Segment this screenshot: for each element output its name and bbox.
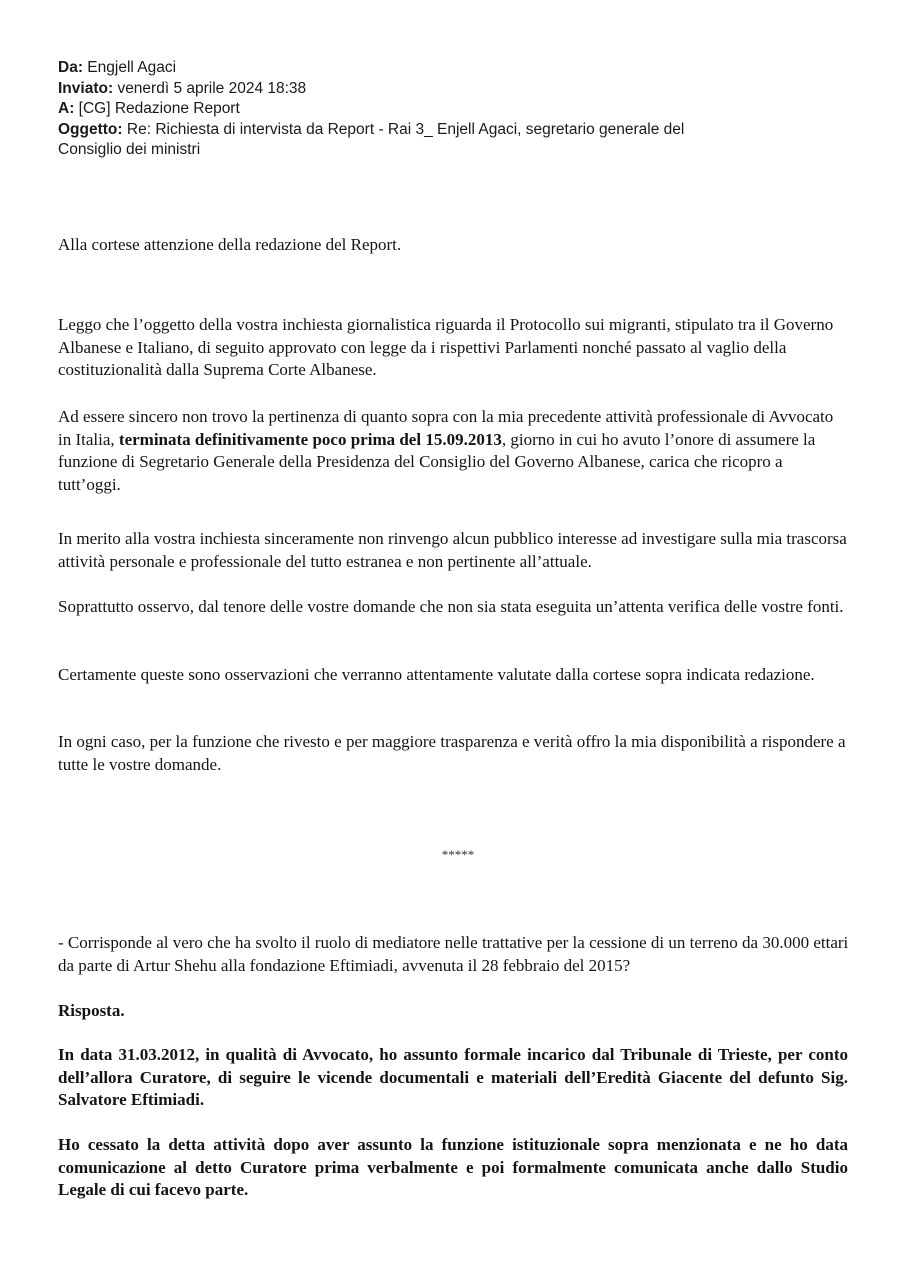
paragraph-public-interest: In merito alla vostra inchiesta sinceramente non rinvengo alcun pubblico interesse ad investigare sulla mia trascorsa attività personale e professionale del tutto estranea e non pertinente all’attuale. — [58, 529, 847, 571]
answer-paragraph-2: Ho cessato la detta attività dopo aver assunto la funzione istituzionale sopra menzionata e ne ho data comunicazione al detto Curatore prima verbalmente e poi formalmente comunicata anche dallo Studio Legale di cui facevo parte. — [58, 1135, 848, 1199]
paragraph-sources: Soprattutto osservo, dal tenore delle vostre domande che non sia stata eseguita un’attenta verifica delle vostre fonti. — [58, 597, 844, 616]
answer-label: Risposta. — [58, 1001, 125, 1020]
subject-value-line2: Consiglio dei ministri — [58, 141, 201, 158]
salutation: Alla cortese attenzione della redazione del Report. — [58, 235, 402, 254]
paragraph-protocol: Leggo che l’oggetto della vostra inchiesta giornalistica riguarda il Protocollo sui migranti, stipulato tra il Governo Albanese e Italiano, di seguito approvato con legge da i rispettivi Parlamenti nonché passato al vaglio della costituzionalità dalla Suprema Corte Albanese. — [58, 315, 834, 379]
question-1: - Corrisponde al vero che ha svolto il ruolo di mediatore nelle trattative per la cessione di un terreno da 30.000 ettari da parte di Artur Shehu alla fondazione Eftimiadi, avvenuta il 28 febbraio del 2015? — [58, 933, 849, 975]
sent-value: venerdì 5 aprile 2024 18:38 — [117, 79, 307, 97]
paragraph-2-pre: Ad essere sincero non trovo la pertinenza di quanto sopra con la mia precedente attività professionale di Avvocato in Italia, — [58, 407, 834, 449]
paragraph-2-bold: terminata definitivamente poco prima del 15.09.2013 — [118, 429, 502, 449]
from-row — [58, 58, 858, 79]
sent-row — [58, 79, 858, 100]
paragraph-observations: Certamente queste sono osservazioni che verranno attentamente valutate dalla cortese sopra indicata redazione. — [58, 665, 815, 684]
subject-value-line1: Re: Richiesta di intervista da Report - Rai 3_ Enjell Agaci, segretario generale del — [126, 120, 685, 138]
answer-paragraph-1: In data 31.03.2012, in qualità di Avvocato, ho assunto formale incarico dal Tribunale di Trieste, per conto dell’allora Curatore, di seguire le vicende documentali e materiali dell’Eredità Giacente del defunto Sig. Salvatore Eftimiadi. — [58, 1045, 848, 1109]
subject-label: Oggetto: — [58, 120, 123, 138]
paragraph-availability: In ogni caso, per la funzione che rivesto e per maggiore trasparenza e verità offro la mia disponibilità a rispondere a tutte le vostre domande. — [58, 732, 846, 774]
sent-label: Inviato: — [58, 79, 114, 97]
subject-row — [58, 120, 858, 141]
document-page — [58, 58, 858, 1199]
to-label: A: — [58, 100, 75, 117]
from-label: Da: — [58, 59, 83, 76]
to-value: [CG] Redazione Report — [78, 100, 240, 117]
from-value: Engjell Agaci — [87, 59, 177, 76]
section-separator: ***** — [441, 847, 475, 862]
to-row — [58, 99, 858, 120]
paragraph-2-post: , giorno in cui ho avuto l’onore di assumere la funzione di Segretario Generale della Presidenza del Consiglio del Governo Albanese, carica che ricopro a tutt’oggi. — [58, 429, 816, 494]
email-header — [58, 58, 858, 161]
paragraph-professional-activity — [58, 406, 848, 496]
subject-row-continued — [58, 140, 858, 161]
